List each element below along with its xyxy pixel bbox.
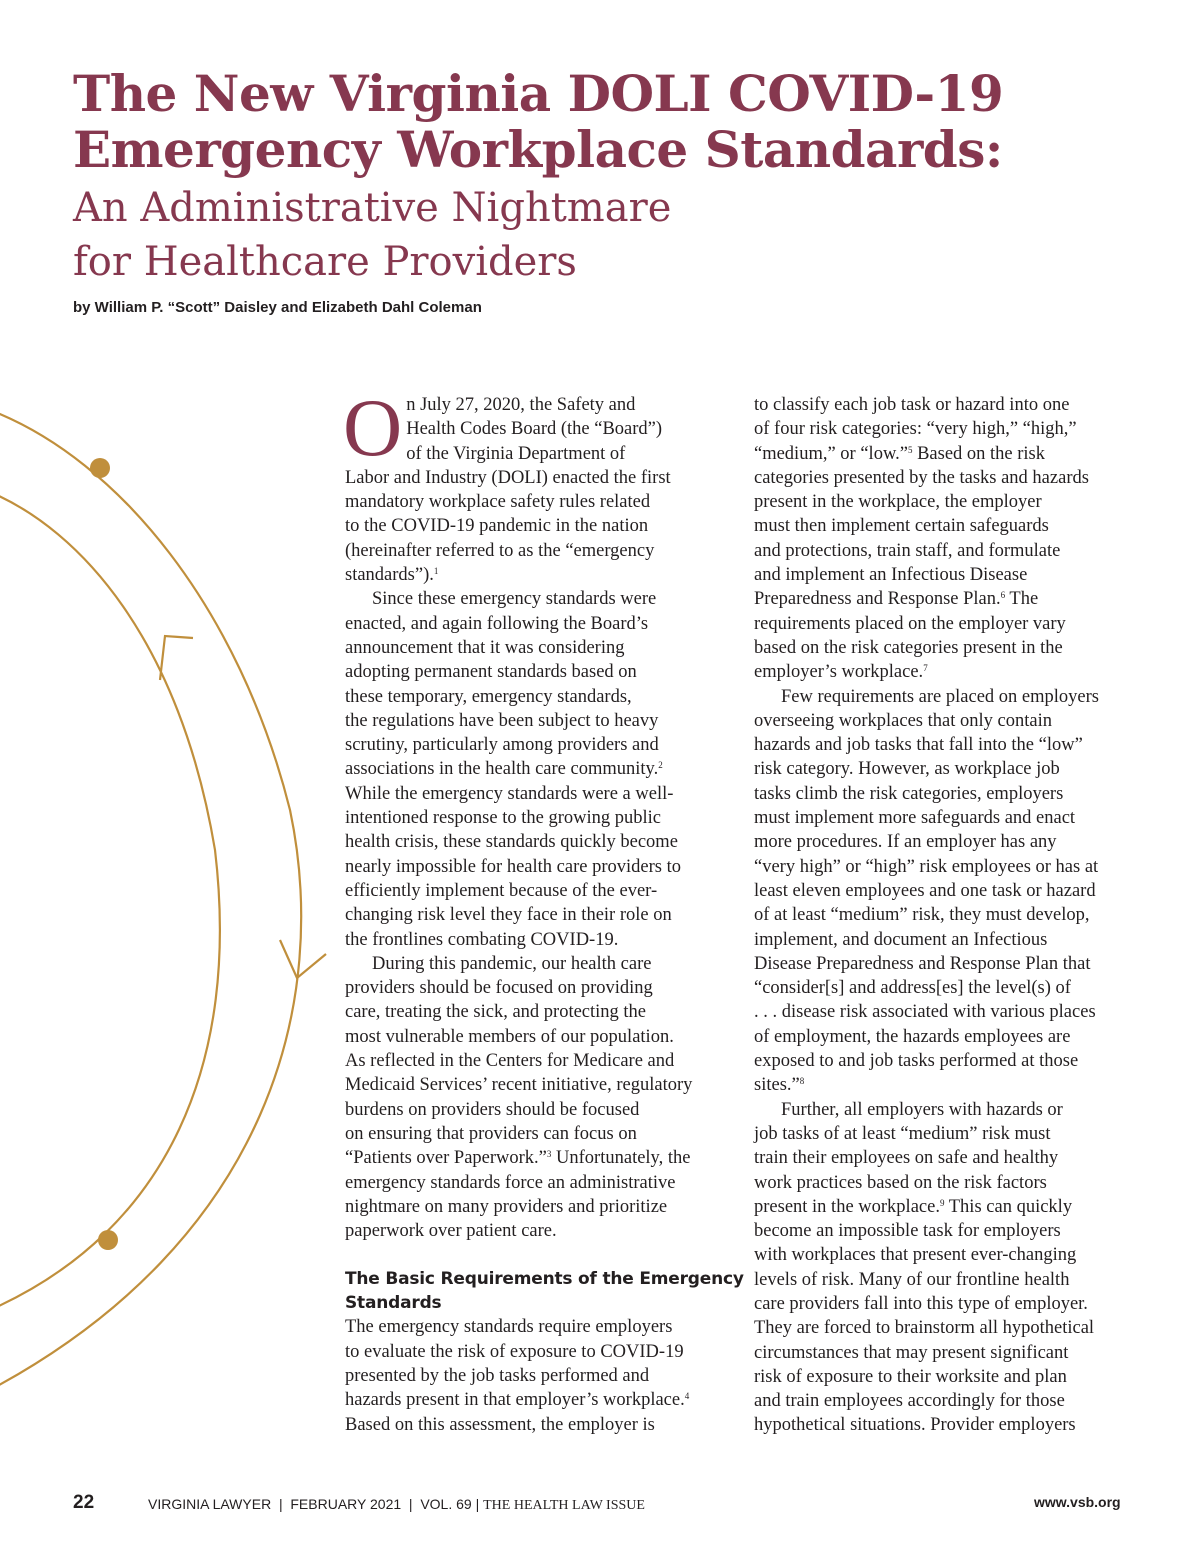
text-line: least eleven employees and one task or hazard	[754, 880, 1096, 901]
article-column-2	[754, 393, 1132, 1438]
text-line: . . . disease risk associated with various places	[754, 1002, 1096, 1023]
text-line: While the emergency standards were a well-	[345, 783, 674, 804]
text-line: adopting permanent standards based on	[345, 662, 637, 683]
text-line: “medium,” or “low.”$^5$ Based on the risk	[754, 443, 1045, 464]
paragraph-2-cont	[345, 612, 725, 952]
text-line: categories presented by the tasks and hazards	[754, 467, 1089, 488]
text-line: present in the workplace, the employer	[754, 492, 1042, 513]
text-line: hazards and job tasks that fall into the “low”	[754, 735, 1083, 756]
text-line: Preparedness and Response Plan.$^6$ The	[754, 589, 1039, 610]
text-line: The emergency standards require employers	[345, 1317, 673, 1338]
article-column-1	[343, 382, 744, 1437]
article-subtitle-line-2: for Healthcare Providers	[73, 239, 577, 285]
paragraph-3-cont	[345, 976, 725, 1243]
text-line: these temporary, emergency standards,	[345, 686, 632, 707]
text-line: providers should be focused on providing	[345, 978, 653, 999]
text-line: circumstances that may present significant	[754, 1342, 1069, 1363]
article-title-line-2: Emergency Workplace Standards:	[73, 120, 1003, 179]
text-line: with workplaces that present ever-changing	[754, 1245, 1077, 1266]
footer-issue: THE HEALTH LAW ISSUE	[483, 1498, 645, 1513]
paragraph-3	[345, 952, 725, 976]
text-line: care, treating the sick, and protecting the	[345, 1002, 647, 1023]
text-line: “very high” or “high” risk employees or has at	[754, 856, 1099, 877]
text-line: levels of risk. Many of our frontline health	[754, 1269, 1070, 1290]
text-line: Health Codes Board (the “Board”)	[406, 419, 663, 440]
text-line: The Basic Requirements of the Emergency	[345, 1269, 744, 1290]
text-line: enacted, and again following the Board’s	[345, 613, 649, 634]
text-line: Further, all employers with hazards or	[781, 1099, 1063, 1120]
text-line: the regulations have been subject to heavy	[345, 710, 659, 731]
text-line: must implement more safeguards and enact	[754, 808, 1076, 829]
footnote-ref: 7	[923, 663, 928, 674]
text-line: Medicaid Services’ recent initiative, regulatory	[345, 1075, 693, 1096]
page-number: 22	[73, 1492, 95, 1513]
text-line: of four risk categories: “very high,” “high,”	[754, 419, 1077, 440]
text-line: Few requirements are placed on employers	[781, 686, 1099, 707]
text-line: They are forced to brainstorm all hypothetical	[754, 1318, 1095, 1339]
outer-arc	[0, 410, 301, 1390]
footer-publication: VIRGINIA LAWYER | FEBRUARY 2021 | VOL. 69 | THE HEALTH LAW ISSUE	[148, 1496, 645, 1513]
footer-website-link[interactable]: www.vsb.org	[1034, 1494, 1121, 1510]
text-line: train their employees on safe and healthy	[754, 1148, 1059, 1169]
text-line: most vulnerable members of our population.	[345, 1026, 674, 1047]
text-line: on ensuring that providers can focus on	[345, 1123, 637, 1144]
text-line: become an impossible task for employers	[754, 1221, 1061, 1242]
text-line: Based on this assessment, the employer is	[345, 1414, 655, 1435]
footnote-ref: 3	[546, 1149, 552, 1160]
paragraph-7	[754, 1098, 1132, 1122]
byline: by William P. “Scott” Daisley and Elizabeth Dahl Coleman	[73, 299, 482, 316]
text-line: associations in the health care community.$^2$	[345, 759, 663, 780]
text-line: Since these emergency standards were	[372, 589, 657, 610]
text-line: emergency standards force an administrative	[345, 1172, 676, 1193]
article-subtitle-line-1: An Administrative Nightmare	[73, 185, 672, 231]
footnote-ref: 6	[1000, 590, 1006, 601]
footnote-ref: 9	[939, 1197, 945, 1208]
text-line: changing risk level they face in their role on	[345, 905, 672, 926]
text-line: scrutiny, particularly among providers and	[345, 735, 659, 756]
text-line: implement, and document an Infectious	[754, 929, 1048, 950]
text-line: risk category. However, as workplace job	[754, 759, 1060, 780]
text-line: of employment, the hazards employees are	[754, 1026, 1071, 1047]
paragraph-5	[754, 393, 1132, 685]
text-line: announcement that it was considering	[345, 637, 625, 658]
arc-dot-bottom	[98, 1230, 118, 1250]
text-line: to the COVID-19 pandemic in the nation	[345, 516, 649, 537]
text-line: risk of exposure to their worksite and plan	[754, 1366, 1067, 1387]
paragraph-1	[343, 382, 725, 587]
text-line: job tasks of at least “medium” risk must	[754, 1123, 1051, 1144]
text-line: tasks climb the risk categories, employers	[754, 783, 1064, 804]
text-line: work practices based on the risk factors	[754, 1172, 1047, 1193]
text-line: nightmare on many providers and prioritize	[345, 1196, 668, 1217]
text-line: and implement an Infectious Disease	[754, 565, 1028, 586]
paragraph-4	[345, 1315, 725, 1436]
text-line: n July 27, 2020, the Safety and	[406, 395, 636, 415]
text-line: presented by the job tasks performed and	[345, 1365, 650, 1386]
text-line: based on the risk categories present in the	[754, 637, 1063, 658]
arrow-up-icon	[160, 636, 193, 680]
footnote-ref: 1	[433, 566, 439, 577]
arrow-down-icon	[280, 940, 326, 978]
text-line: Disease Preparedness and Response Plan that	[754, 953, 1091, 974]
paragraph-6	[754, 685, 1132, 709]
text-line: overseeing workplaces that only contain	[754, 710, 1052, 731]
text-line: must then implement certain safeguards	[754, 516, 1049, 537]
text-line: efficiently implement because of the ever-	[345, 880, 658, 901]
footnote-ref: 2	[658, 760, 663, 771]
paragraph-7-cont	[754, 1122, 1132, 1438]
text-line: sites.”$^8$	[754, 1075, 805, 1096]
text-line: and train employees accordingly for those	[754, 1391, 1065, 1412]
text-line: exposed to and job tasks performed at those	[754, 1051, 1079, 1072]
text-line: more procedures. If an employer has any	[754, 832, 1057, 853]
paragraph-6-cont	[754, 709, 1132, 1098]
text-line: standards”).$^1$	[345, 565, 439, 586]
text-line: Labor and Industry (DOLI) enacted the first	[345, 467, 671, 488]
footnote-ref: 8	[799, 1076, 805, 1087]
text-line: and protections, train staff, and formulate	[754, 540, 1061, 561]
inner-arc	[0, 492, 220, 1310]
text-line: mandatory workplace safety rules related	[345, 492, 651, 513]
section-heading	[345, 1267, 744, 1315]
text-line: hazards present in that employer’s workplace.$^4$	[345, 1390, 690, 1411]
text-line: (hereinafter referred to as the “emergency	[345, 540, 655, 561]
footnote-ref: 5	[907, 444, 913, 455]
text-line: nearly impossible for health care providers to	[345, 856, 681, 877]
text-line: employer’s workplace.$^7$	[754, 662, 928, 683]
text-line: intentioned response to the growing public	[345, 808, 661, 829]
text-line: As reflected in the Centers for Medicare and	[345, 1051, 675, 1072]
text-line: to classify each job task or hazard into one	[754, 395, 1070, 415]
text-line: the frontlines combating COVID-19.	[345, 929, 619, 950]
text-line: “consider[s] and address[es] the level(s) of	[754, 978, 1071, 999]
text-line: “Patients over Paperwork.”$^3$ Unfortunately, the	[345, 1148, 691, 1169]
text-line: health crisis, these standards quickly become	[345, 832, 678, 853]
text-line: present in the workplace.$^9$ This can quickly	[754, 1196, 1073, 1217]
text-line: paperwork over patient care.	[345, 1221, 557, 1242]
paragraph-2	[345, 587, 725, 611]
drop-cap: O	[343, 382, 403, 473]
arc-dot-top	[90, 458, 110, 478]
text-line: of at least “medium” risk, they must develop,	[754, 905, 1090, 926]
text-line: burdens on providers should be focused	[345, 1099, 640, 1120]
footnote-ref: 4	[684, 1391, 690, 1402]
text-line: to evaluate the risk of exposure to COVID-19	[345, 1341, 684, 1362]
text-line: care providers fall into this type of employer.	[754, 1293, 1088, 1314]
text-line: of the Virginia Department of	[406, 443, 626, 464]
decorative-arcs-graphic	[0, 380, 340, 1420]
text-line: requirements placed on the employer vary	[754, 613, 1066, 634]
article-title-line-1: The New Virginia DOLI COVID-19	[73, 64, 1004, 123]
text-line: During this pandemic, our health care	[372, 953, 652, 974]
text-line: hypothetical situations. Provider employers	[754, 1415, 1076, 1436]
text-line: Standards	[345, 1293, 442, 1314]
